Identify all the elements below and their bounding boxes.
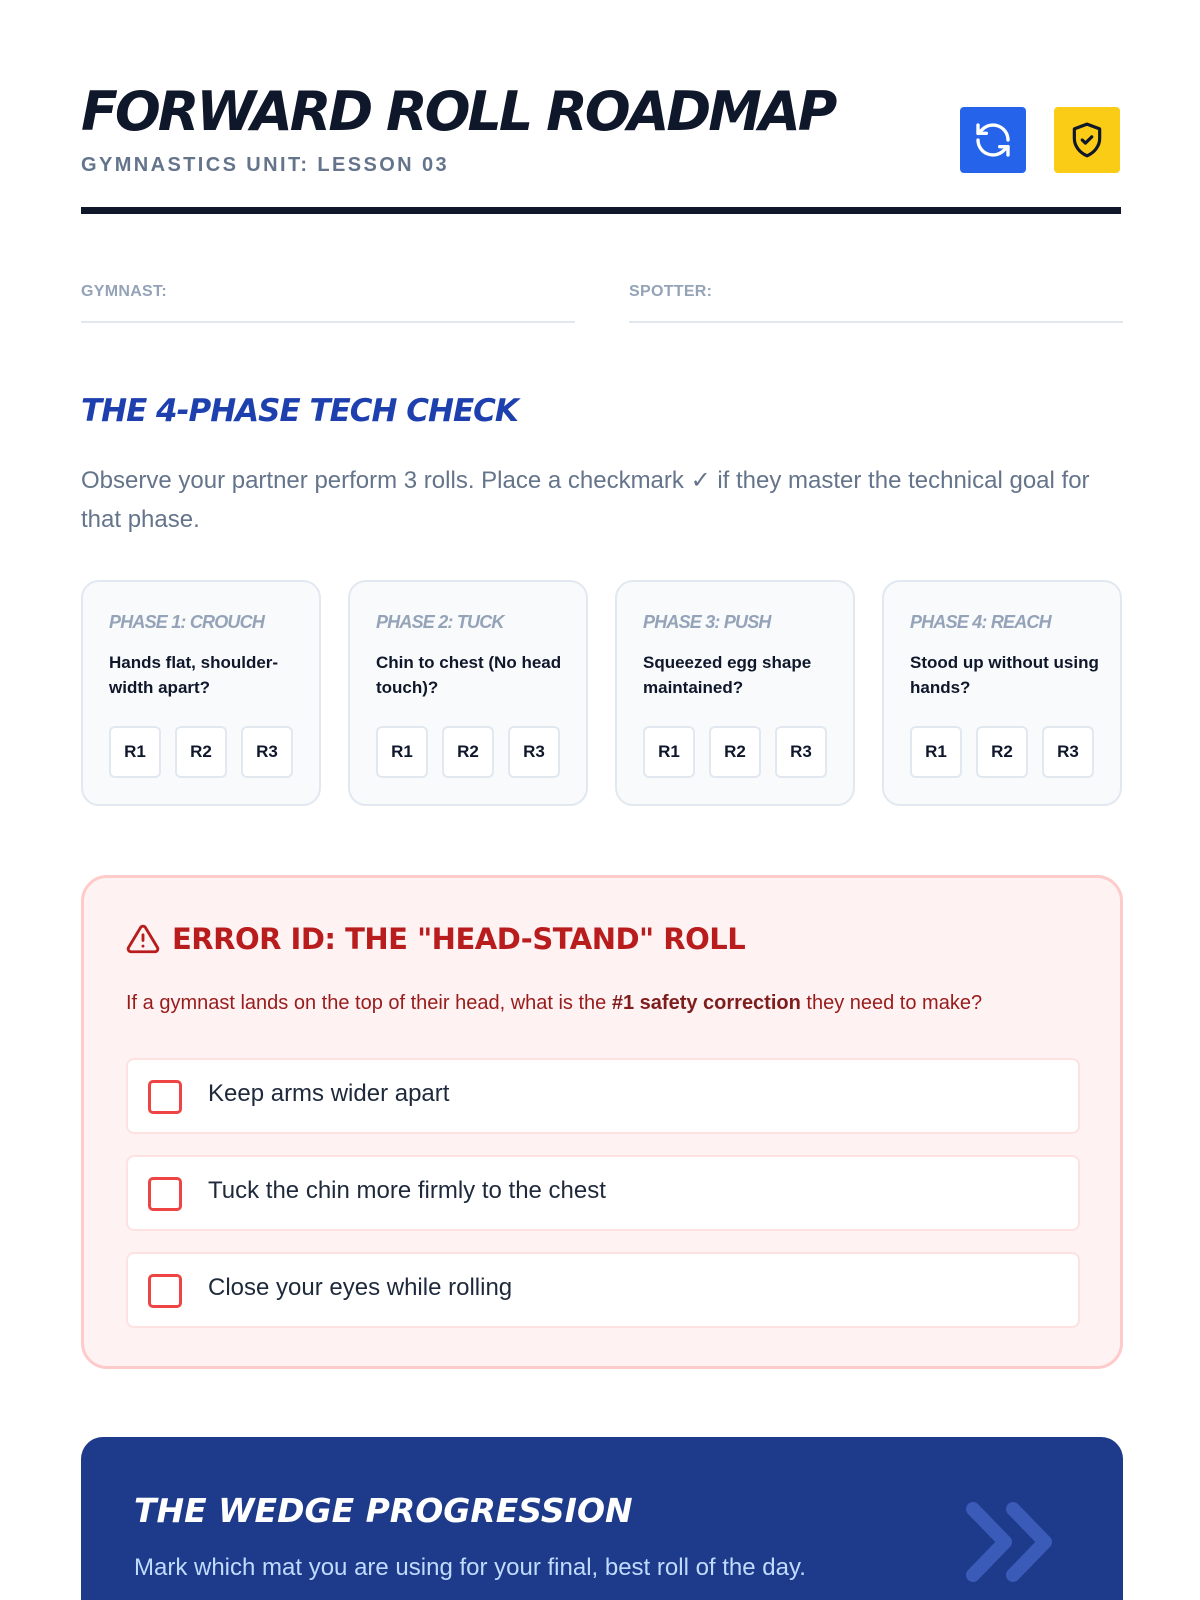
tech-check-title: THE 4-PHASE TECH CHECK [81, 393, 518, 429]
phase-title: PHASE 4: REACH [910, 612, 1051, 632]
spotter-field[interactable] [629, 283, 1123, 323]
wedge-progression-panel [81, 1437, 1123, 1600]
phase-card-crouch [81, 580, 321, 806]
phase-title: PHASE 3: PUSH [643, 612, 771, 632]
warning-triangle-icon [126, 922, 160, 956]
round-box-r2[interactable]: R2 [709, 726, 761, 778]
gymnast-field[interactable] [81, 283, 575, 323]
answer-label: Keep arms wider apart [208, 1080, 450, 1107]
round-box-r2[interactable]: R2 [976, 726, 1028, 778]
answer-option[interactable] [126, 1058, 1080, 1134]
phase-card-push [615, 580, 855, 806]
phase-title: PHASE 2: TUCK [376, 612, 504, 632]
header-divider [81, 207, 1121, 214]
page-subtitle: GYMNASTICS UNIT: LESSON 03 [81, 154, 449, 176]
round-box-r1[interactable]: R1 [643, 726, 695, 778]
phase-question: Chin to chest (No head touch)? [376, 653, 562, 697]
answer-checkbox[interactable] [148, 1274, 182, 1308]
round-box-r1[interactable]: R1 [109, 726, 161, 778]
round-box-r2[interactable]: R2 [442, 726, 494, 778]
round-box-r3[interactable]: R3 [508, 726, 560, 778]
sync-arrows-icon [973, 120, 1013, 160]
phase-question: Squeezed egg shape maintained? [643, 653, 812, 697]
round-box-r2[interactable]: R2 [175, 726, 227, 778]
spotter-label: SPOTTER: [629, 283, 713, 300]
shield-button[interactable] [1054, 107, 1120, 173]
tech-check-description: Observe your partner perform 3 rolls. Place a checkmark ✓ if they master the technical goal for that phase. [81, 467, 1090, 533]
wedge-description: Mark which mat you are using for your final, best roll of the day. [134, 1554, 806, 1581]
wedge-title: THE WEDGE PROGRESSION [134, 1491, 633, 1530]
phase-question: Stood up without using hands? [910, 653, 1099, 697]
round-box-r1[interactable]: R1 [376, 726, 428, 778]
worksheet-header [81, 80, 1121, 215]
error-id-title: ERROR ID: THE "HEAD-STAND" ROLL [172, 922, 746, 956]
page-title: FORWARD ROLL ROADMAP [81, 80, 835, 143]
sync-button[interactable] [960, 107, 1026, 173]
round-box-r3[interactable]: R3 [775, 726, 827, 778]
answer-option[interactable] [126, 1252, 1080, 1328]
phase-question: Hands flat, shoulder-width apart? [109, 653, 279, 697]
answer-label: Close your eyes while rolling [208, 1274, 513, 1301]
error-question-emphasis: #1 safety correction [611, 992, 801, 1014]
phase-card-tuck [348, 580, 588, 806]
round-box-r3[interactable]: R3 [1042, 726, 1094, 778]
round-box-r3[interactable]: R3 [241, 726, 293, 778]
shield-check-icon [1068, 121, 1106, 159]
phase-title: PHASE 1: CROUCH [109, 612, 265, 632]
double-chevron-right-icon [961, 1497, 1061, 1587]
answer-option[interactable] [126, 1155, 1080, 1231]
phase-card-reach [882, 580, 1122, 806]
answer-checkbox[interactable] [148, 1080, 182, 1114]
answer-checkbox[interactable] [148, 1177, 182, 1211]
round-box-r1[interactable]: R1 [910, 726, 962, 778]
answer-label: Tuck the chin more firmly to the chest [208, 1177, 606, 1204]
error-question: If a gymnast lands on the top of their head, what is the #1 safety correction they need to make? [126, 992, 983, 1014]
gymnast-label: GYMNAST: [81, 283, 167, 300]
error-id-panel [81, 875, 1123, 1369]
